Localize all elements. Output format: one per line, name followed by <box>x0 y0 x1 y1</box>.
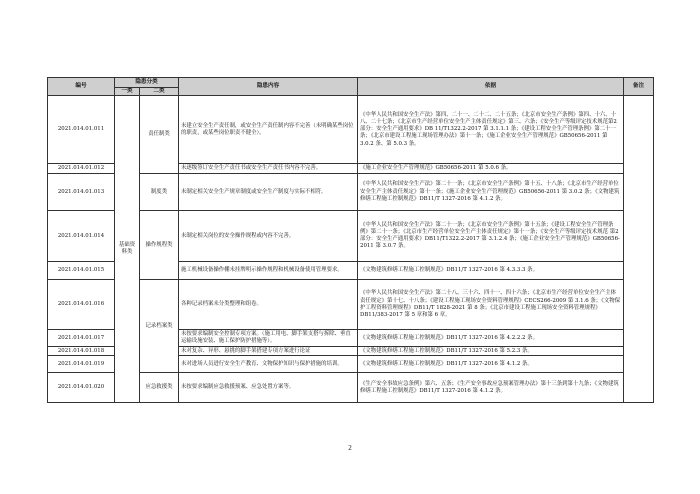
hazard-code: 2021.014.01.014 <box>48 211 115 262</box>
hazard-content: 未建立安全生产责任制，或安全生产责任制内容不完善（未明确某些岗位的职责，或某些岗位职责不健全）。 <box>179 96 358 164</box>
header-row <box>48 78 654 88</box>
header-cat2: 二类 <box>140 88 179 96</box>
hazard-code: 2021.014.01.013 <box>48 174 115 211</box>
header-code: 编号 <box>48 78 115 96</box>
hazard-basis: 《施工企业安全生产管理规范》GB50656-2011 第 5.0.6 条。 <box>358 164 624 174</box>
hazard-basis: 《文物建筑修缮工程施工控制规范》DB11/T 1327-2016 第 5.2.3 条。 <box>358 347 624 356</box>
category2-cell: 记录档案类 <box>140 280 179 373</box>
hazard-content: 未逐级签订安全生产责任书或安全生产责任书内容不完善。 <box>179 164 358 174</box>
hazard-content: 未按要求编制安全控制专项方案。（施工用电、脚手架支搭与拆除、垂直运输设施安装、施工保护防护措施等）。 <box>179 330 358 347</box>
hazard-code: 2021.014.01.018 <box>48 347 115 356</box>
hazard-code: 2021.014.01.015 <box>48 262 115 280</box>
category2-cell: 制度类 <box>140 174 179 211</box>
hazard-content: 未对进场人员进行安全生产教育、文物保护知识与保护措施的培训。 <box>179 356 358 373</box>
note-cell <box>624 96 654 403</box>
hazard-basis: 《中华人民共和国安全生产法》第二十一条；《北京市安全生产条例》第十五、十八条；《北京市生产经营单位安全生产主体责任规定》第十一条；《施工企业安全生产管理规范》GB50656-2011 第 3.0.2 条；《文物建筑修缮工程施工控制规范》DB11/T 1327-2016 第 4.1.2 条。 <box>358 174 624 211</box>
table-row <box>48 96 654 164</box>
category1-cell: 基础资料类 <box>115 96 140 403</box>
hazard-content: 未制定相关岗位的安全操作规程或内容不完善。 <box>179 211 358 262</box>
hazard-table <box>47 77 654 403</box>
category2-cell: 操作规程类 <box>140 211 179 280</box>
header-cat1: 一类 <box>115 88 140 96</box>
hazard-content: 施工机械设备操作棚未挂牌明示操作规程和机械设备使用管理要求。 <box>179 262 358 280</box>
header-content: 隐患内容 <box>179 78 358 96</box>
hazard-basis: 《中华人民共和国安全生产法》第二十八、三十六、四十一、四十六条；《北京市生产经营单位安全生产主体责任规定》第十七、十八条；《建设工程施工现场安全资料管理规程》CECS266-2009 第 3.1.6 条；《文物保护工程资料管理规程》DB11/T 1828-2021 第 8 条；《北京市建设工程施工现场安全资料管理规程》DB11/383-2017 第 5 章和第 6 章。 <box>358 280 624 330</box>
page-number: 2 <box>348 444 352 452</box>
hazard-code: 2021.014.01.011 <box>48 96 115 164</box>
hazard-basis: 《文物建筑修缮工程施工控制规范》DB11/T 1327-2016 第 4.1.2 条。 <box>358 356 624 373</box>
hazard-basis: 《文物建筑修缮工程施工控制规范》DB11/T 1327-2016 第 4.2.2.2 条。 <box>358 330 624 347</box>
hazard-basis: 《中华人民共和国安全生产法》第二十一条；《北京市安全生产条例》第十五条；《建设工程安全生产管理条例》第二十一条；《北京市生产经营单位安全生产主体责任规定》第十一条；《安全生产等级评定技术规范 第2部分：安全生产通用要求》DB11/T1322.2-2017 第 3.1.2.4 条；《施工企业安全生产管理规范》GB50656-2011 第 3.0.7 条。 <box>358 211 624 262</box>
hazard-code: 2021.014.01.019 <box>48 356 115 373</box>
header-basis: 依据 <box>358 78 624 96</box>
hazard-basis: 《生产安全事故应急条例》第六、五条；《生产安全事故应急预案管理办法》第十三条到第十九条；《文物建筑修缮工程施工控制规范》DB11/T 1327-2016 第 4.1.2 条。 <box>358 373 624 403</box>
hazard-content: 未制定相关安全生产规章制度或安全生产制度与实际不相符。 <box>179 174 358 211</box>
hazard-code: 2021.014.01.016 <box>48 280 115 330</box>
hazard-code: 2021.014.01.012 <box>48 164 115 174</box>
hazard-content: 未对复杂、异形、悬挑的脚手架搭建专项方案进行论证 <box>179 347 358 356</box>
category2-cell: 应急救援类 <box>140 373 179 403</box>
category2-cell: 责任制类 <box>140 96 179 174</box>
header-note: 备注 <box>624 78 654 96</box>
hazard-content: 未按要求编制应急救援预案、应急处置方案等。 <box>179 373 358 403</box>
hazard-content: 各种记录档案未分类整理和组卷。 <box>179 280 358 330</box>
hazard-code: 2021.014.01.020 <box>48 373 115 403</box>
hazard-code: 2021.014.01.017 <box>48 330 115 347</box>
hazard-basis: 《中华人民共和国安全生产法》第四、二十一、二十二、二十五条；《北京市安全生产条例》第四、十六、十八、二十七条；《北京市生产经营单位安全生产主体责任规定》第三、六条；《安全生产等级评定技术规范第2部分：安全生产通用要求》DB 11/T1322.2-2017 第 3.1.1.1 条；《建设工程安全生产管理条例》第二十一条；《北京市建设工程施工现场管理办法》第十一条；《施工企业安全生产管理规范》GB50656-2011 第 3.0.2 条、第 5.0.3 条。 <box>358 96 624 164</box>
header-category: 隐患分类 <box>115 78 179 88</box>
hazard-basis: 《文物建筑修缮工程施工控制规范》DB11/T 1327-2016 第 4.3.3.3 条。 <box>358 262 624 280</box>
